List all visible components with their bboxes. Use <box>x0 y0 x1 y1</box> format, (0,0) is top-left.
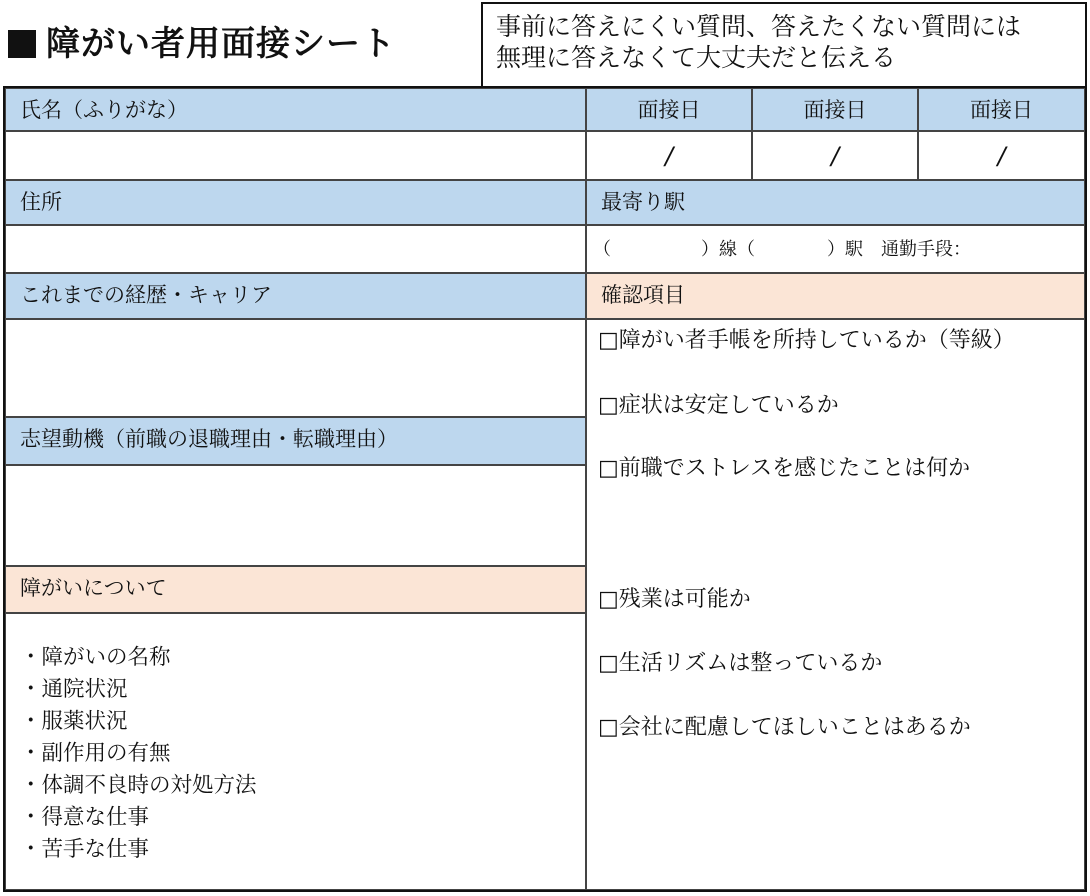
motivation-field[interactable] <box>5 465 586 566</box>
disability-item: ・通院状況 <box>20 677 128 702</box>
name-field[interactable] <box>5 131 586 180</box>
interview-date-header-3: 面接日 <box>918 88 1085 131</box>
check-item[interactable]: □前職でストレスを感じたことは何か <box>598 456 971 481</box>
disability-header: 障がいについて <box>5 566 586 613</box>
career-header: これまでの経歴・キャリア <box>5 273 586 319</box>
motivation-header: 志望動機（前職の退職理由・転職理由） <box>5 417 586 465</box>
instruction-note <box>481 2 1087 86</box>
disability-item: ・服薬状況 <box>20 709 128 734</box>
disability-item: ・苦手な仕事 <box>20 837 150 862</box>
instruction-note-line-2: 無理に答えなくて大丈夫だと伝える <box>496 43 897 72</box>
disability-item: ・体調不良時の対処方法 <box>20 773 257 798</box>
nearest-station-field[interactable]: （ ）線（ ）駅 通勤手段： <box>586 225 1085 273</box>
check-item[interactable]: □会社に配慮してほしいことはあるか <box>598 715 971 740</box>
check-item[interactable]: □残業は可能か <box>598 587 751 612</box>
check-item[interactable]: □障がい者手帳を所持しているか（等級） <box>598 328 1015 353</box>
black-square-icon <box>8 30 36 58</box>
page-title-text: 障がい者用面接シート <box>46 24 396 64</box>
check-item[interactable]: □生活リズムは整っているか <box>598 651 883 676</box>
instruction-note-line-1: 事前に答えにくい質問、答えたくない質問には <box>496 12 1022 41</box>
career-field[interactable] <box>5 319 586 417</box>
disability-item: ・副作用の有無 <box>20 741 171 766</box>
interview-date-header-2: 面接日 <box>752 88 918 131</box>
page-title <box>8 14 396 74</box>
nearest-station-header: 最寄り駅 <box>586 180 1085 225</box>
disability-list <box>5 613 586 890</box>
name-header: 氏名（ふりがな） <box>5 88 586 131</box>
interview-date-field-2[interactable]: / <box>752 131 918 180</box>
check-item[interactable]: □症状は安定しているか <box>598 393 839 418</box>
interview-date-field-3[interactable]: / <box>918 131 1085 180</box>
interview-date-field-1[interactable]: / <box>586 131 752 180</box>
address-header: 住所 <box>5 180 586 225</box>
disability-item: ・障がいの名称 <box>20 645 171 670</box>
address-field[interactable] <box>5 225 586 273</box>
interview-date-header-1: 面接日 <box>586 88 752 131</box>
disability-item: ・得意な仕事 <box>20 805 150 830</box>
confirmation-header: 確認項目 <box>586 273 1085 319</box>
